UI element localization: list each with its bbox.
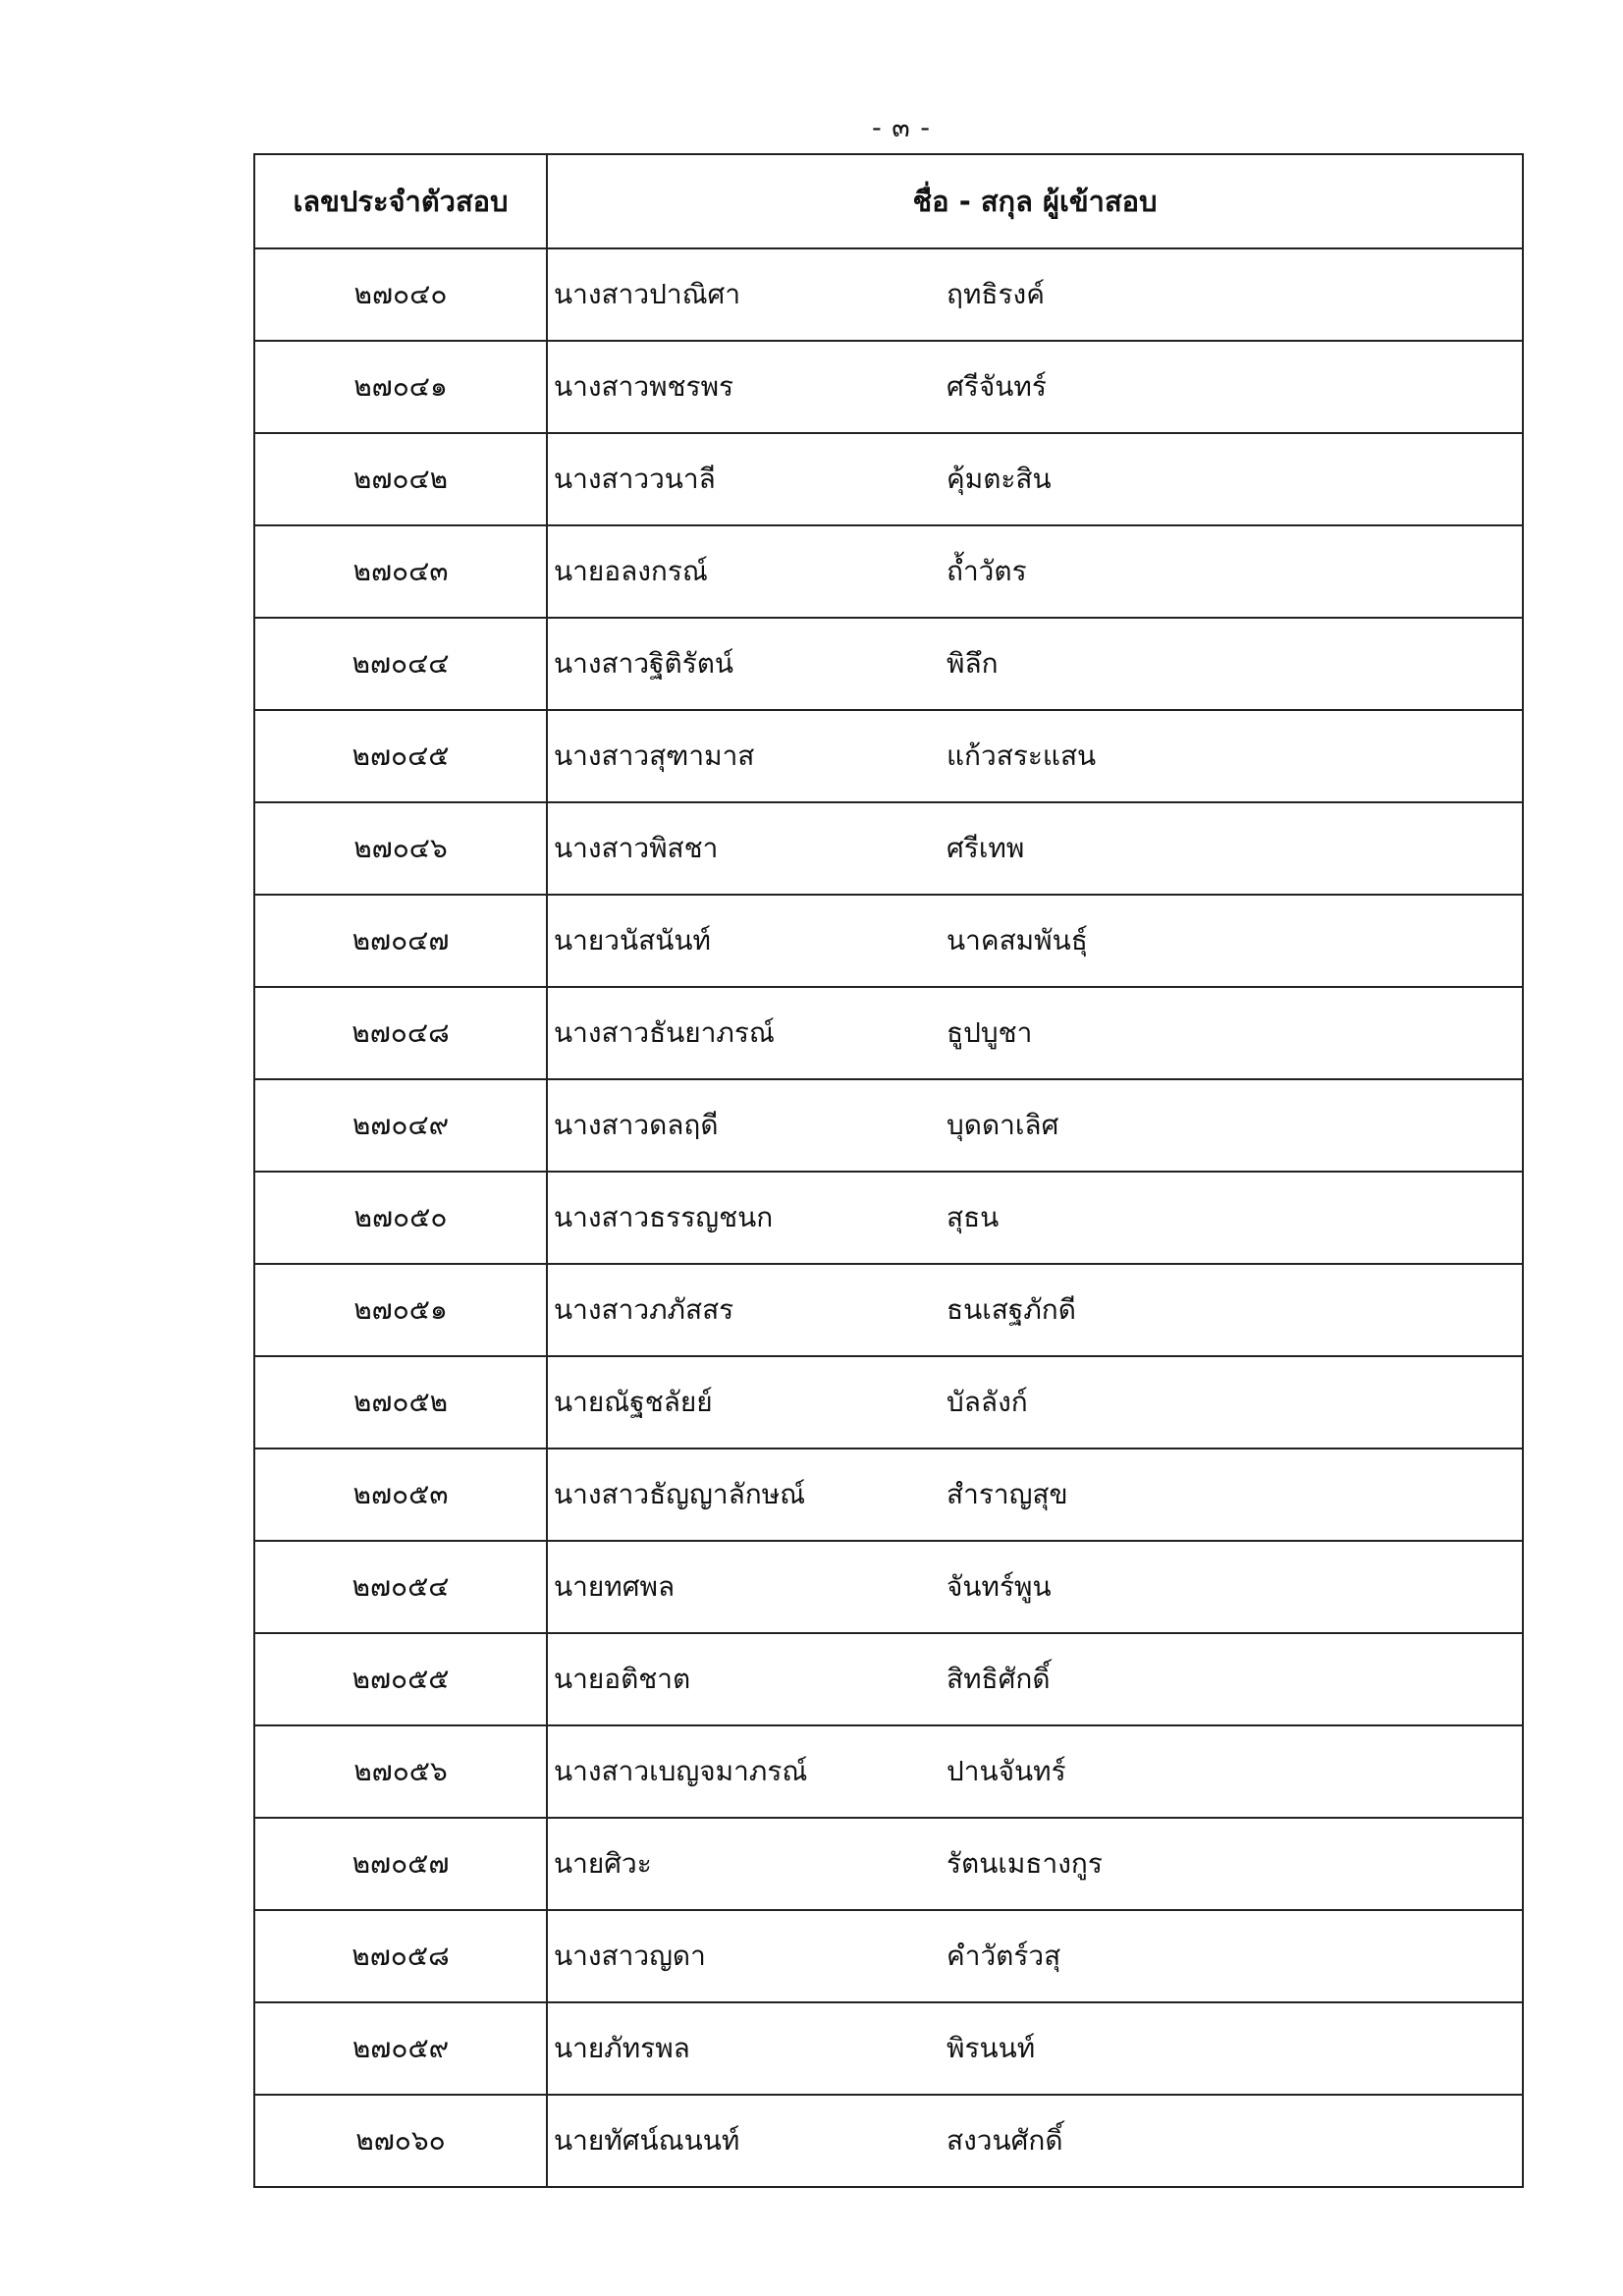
name-wrap <box>548 342 1522 432</box>
table-row <box>254 2002 1523 2095</box>
exam-id-cell: ๒๗๐๕๙ <box>254 2002 547 2095</box>
name-wrap <box>548 526 1522 617</box>
first-name: นางสาวธรรญชนก <box>554 1201 774 1233</box>
name-wrap <box>548 1449 1522 1540</box>
exam-id-cell: ๒๗๐๖๐ <box>254 2095 547 2187</box>
exam-id-cell: ๒๗๐๔๕ <box>254 710 547 802</box>
last-name: ปานจันทร์ <box>947 1755 1066 1787</box>
exam-id-cell: ๒๗๐๔๖ <box>254 802 547 895</box>
full-name-cell <box>547 2095 1523 2187</box>
full-name-cell <box>547 895 1523 987</box>
last-name: ธนเสฐภักดี <box>947 1293 1076 1326</box>
table-row <box>254 341 1523 433</box>
name-wrap <box>548 1542 1522 1632</box>
page-number: - ๓ - <box>871 113 932 143</box>
table-row <box>254 710 1523 802</box>
first-name: นางสาววนาลี <box>554 463 716 495</box>
table-row <box>254 525 1523 618</box>
last-name: บุดดาเลิศ <box>947 1109 1059 1141</box>
candidate-table <box>253 153 1524 2188</box>
first-name: นางสาวพชรพร <box>554 370 734 403</box>
name-wrap <box>548 2003 1522 2094</box>
table-row <box>254 2095 1523 2187</box>
exam-id-cell: ๒๗๐๔๐ <box>254 248 547 341</box>
exam-id-cell: ๒๗๐๔๒ <box>254 433 547 525</box>
name-wrap <box>548 1357 1522 1448</box>
last-name: แก้วสระแสน <box>947 739 1097 772</box>
table-row <box>254 433 1523 525</box>
last-name: พิลึก <box>947 647 999 680</box>
full-name-cell <box>547 1449 1523 1541</box>
exam-id-cell: ๒๗๐๕๒ <box>254 1356 547 1449</box>
name-wrap <box>548 988 1522 1078</box>
first-name: นางสาวพิสชา <box>554 832 719 864</box>
table-row <box>254 1818 1523 1910</box>
last-name: ฤทธิรงค์ <box>947 278 1045 310</box>
name-wrap <box>548 711 1522 801</box>
table-row <box>254 1356 1523 1449</box>
exam-id-cell: ๒๗๐๕๗ <box>254 1818 547 1910</box>
table-row <box>254 895 1523 987</box>
first-name: นายณัฐชลัยย์ <box>554 1386 713 1418</box>
first-name: นางสาวปาณิศา <box>554 278 741 310</box>
last-name: คำวัตร์วสุ <box>947 1940 1061 1972</box>
full-name-cell <box>547 618 1523 710</box>
name-wrap <box>548 1819 1522 1909</box>
full-name-cell <box>547 433 1523 525</box>
name-wrap <box>548 2096 1522 2186</box>
last-name: จันทร์พูน <box>947 1570 1052 1603</box>
name-wrap <box>548 803 1522 894</box>
full-name-cell <box>547 1264 1523 1356</box>
first-name: นายอติชาต <box>554 1663 691 1695</box>
name-wrap <box>548 249 1522 340</box>
first-name: นางสาวภภัสสร <box>554 1293 734 1326</box>
name-wrap <box>548 619 1522 709</box>
full-name-cell <box>547 1818 1523 1910</box>
exam-id-cell: ๒๗๐๔๗ <box>254 895 547 987</box>
exam-id-cell: ๒๗๐๔๘ <box>254 987 547 1079</box>
last-name: สุธน <box>947 1201 1000 1233</box>
table-row <box>254 1633 1523 1725</box>
first-name: นางสาวสุฑามาส <box>554 739 755 772</box>
table-row <box>254 618 1523 710</box>
first-name: นายทศพล <box>554 1570 676 1603</box>
exam-id-cell: ๒๗๐๕๓ <box>254 1449 547 1541</box>
first-name: นางสาวญดา <box>554 1940 706 1972</box>
table-row <box>254 1264 1523 1356</box>
last-name: สำราญสุข <box>947 1478 1068 1510</box>
last-name: บัลลังก์ <box>947 1386 1028 1418</box>
first-name: นายศิวะ <box>554 1847 652 1880</box>
exam-id-cell: ๒๗๐๕๐ <box>254 1172 547 1264</box>
table-row <box>254 1910 1523 2002</box>
first-name: นายภัทรพล <box>554 2032 690 2064</box>
name-wrap <box>548 1265 1522 1355</box>
full-name-cell <box>547 1079 1523 1172</box>
exam-id-cell: ๒๗๐๕๑ <box>254 1264 547 1356</box>
last-name: ศรีจันทร์ <box>947 370 1047 403</box>
header-full-name: ชื่อ - สกุล ผู้เข้าสอบ <box>547 154 1523 248</box>
exam-id-cell: ๒๗๐๔๙ <box>254 1079 547 1172</box>
full-name-cell <box>547 1541 1523 1633</box>
table-row <box>254 1079 1523 1172</box>
full-name-cell <box>547 802 1523 895</box>
full-name-cell <box>547 1910 1523 2002</box>
name-wrap <box>548 896 1522 986</box>
name-wrap <box>548 1911 1522 2001</box>
full-name-cell <box>547 525 1523 618</box>
exam-id-cell: ๒๗๐๕๖ <box>254 1725 547 1818</box>
first-name: นายอลงกรณ์ <box>554 555 708 587</box>
name-wrap <box>548 434 1522 524</box>
last-name: สงวนศักดิ์ <box>947 2124 1063 2157</box>
table-row <box>254 1725 1523 1818</box>
full-name-cell <box>547 1356 1523 1449</box>
table-body <box>254 248 1523 2187</box>
first-name: นางสาวฐิติรัตน์ <box>554 647 734 680</box>
name-wrap <box>548 1173 1522 1263</box>
table-row <box>254 248 1523 341</box>
last-name: รัตนเมธางกูร <box>947 1847 1103 1880</box>
full-name-cell <box>547 1633 1523 1725</box>
last-name: ธูปบูชา <box>947 1016 1033 1049</box>
candidate-list-sheet <box>253 153 1522 2206</box>
table-row <box>254 1172 1523 1264</box>
table-row <box>254 987 1523 1079</box>
exam-id-cell: ๒๗๐๕๕ <box>254 1633 547 1725</box>
last-name: สิทธิศักดิ์ <box>947 1663 1051 1695</box>
first-name: นางสาวดลฤดี <box>554 1109 719 1141</box>
exam-id-cell: ๒๗๐๔๔ <box>254 618 547 710</box>
full-name-cell <box>547 987 1523 1079</box>
last-name: พิรนนท์ <box>947 2032 1036 2064</box>
first-name: นางสาวธันยาภรณ์ <box>554 1016 775 1049</box>
full-name-cell <box>547 2002 1523 2095</box>
last-name: คุ้มตะสิน <box>947 463 1052 495</box>
header-exam-id: เลขประจำตัวสอบ <box>254 154 547 248</box>
table-header-row <box>254 154 1523 248</box>
exam-id-cell: ๒๗๐๔๑ <box>254 341 547 433</box>
exam-id-cell: ๒๗๐๔๓ <box>254 525 547 618</box>
full-name-cell <box>547 341 1523 433</box>
table-row <box>254 1541 1523 1633</box>
table-row <box>254 802 1523 895</box>
last-name: ศรีเทพ <box>947 832 1025 864</box>
name-wrap <box>548 1726 1522 1817</box>
first-name: นายทัศน์ณนนท์ <box>554 2124 740 2157</box>
last-name: ถ้ำวัตร <box>947 555 1027 587</box>
last-name: นาคสมพันธุ์ <box>947 924 1088 957</box>
table-row <box>254 1449 1523 1541</box>
first-name: นางสาวธัญญาลักษณ์ <box>554 1478 806 1510</box>
full-name-cell <box>547 1725 1523 1818</box>
full-name-cell <box>547 710 1523 802</box>
first-name: นายวนัสนันท์ <box>554 924 711 957</box>
exam-id-cell: ๒๗๐๕๔ <box>254 1541 547 1633</box>
exam-id-cell: ๒๗๐๕๘ <box>254 1910 547 2002</box>
full-name-cell <box>547 248 1523 341</box>
name-wrap <box>548 1634 1522 1724</box>
first-name: นางสาวเบญจมาภรณ์ <box>554 1755 808 1787</box>
name-wrap <box>548 1080 1522 1171</box>
full-name-cell <box>547 1172 1523 1264</box>
